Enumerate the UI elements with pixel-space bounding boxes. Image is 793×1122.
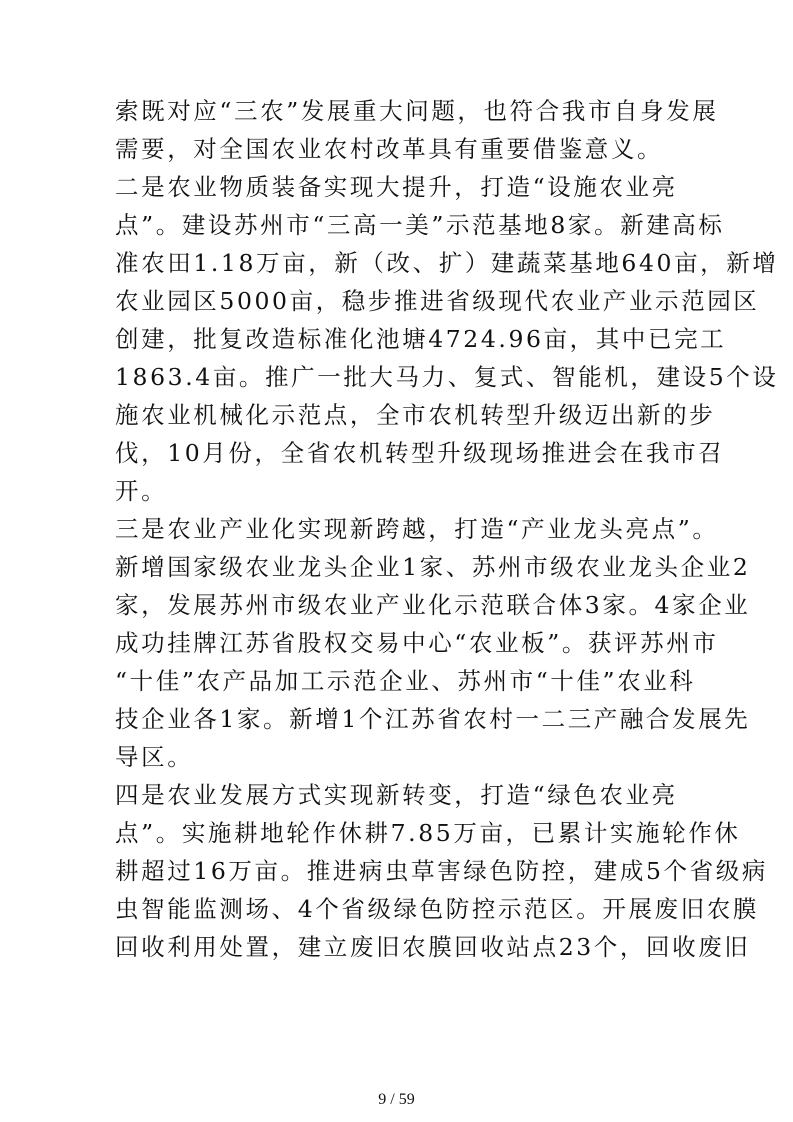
text-line: 伐，10月份，全省农机转型升级现场推进会在我市召 [115, 439, 725, 467]
text-line: 需要，对全国农业农村改革具有重要借鉴意义。 [115, 135, 664, 163]
text-line: 1863.4亩。推广一批大马力、复式、智能机，建设5个设 [115, 363, 779, 391]
text-line: 创建，批复改造标准化池塘4724.96亩，其中已完工 [115, 325, 727, 353]
text-line: 技企业各1家。新增1个江苏省农村一二三产融合发展先 [115, 705, 751, 733]
body-text [115, 92, 779, 966]
text-line: 新增国家级农业龙头企业1家、苏州市级农业龙头企业2 [115, 553, 751, 581]
text-line: 回收利用处置，建立废旧农膜回收站点23个，回收废旧 [115, 933, 751, 961]
text-line: 二是农业物质装备实现大提升，打造“设施农业亮 [115, 173, 678, 201]
text-line: 农业园区5000亩，稳步推进省级现代农业产业示范园区 [115, 287, 760, 315]
text-line: “十佳”农产品加工示范企业、苏州市“十佳”农业科 [115, 667, 696, 695]
text-line: 导区。 [115, 743, 194, 771]
text-line: 准农田1.18万亩，新（改、扩）建蔬菜基地640亩，新增 [115, 249, 779, 277]
text-line: 点”。实施耕地轮作休耕7.85万亩，已累计实施轮作休 [115, 819, 741, 847]
text-line: 点”。建设苏州市“三高一美”示范基地8家。新建高标 [115, 211, 725, 239]
page-number: 9 / 59 [378, 1091, 415, 1108]
text-line: 施农业机械化示范点，全市农机转型升级迈出新的步 [115, 401, 716, 429]
text-line: 开。 [115, 477, 168, 505]
text-line: 成功挂牌江苏省股权交易中心“农业板”。获评苏州市 [115, 629, 719, 657]
text-line: 四是农业发展方式实现新转变，打造“绿色农业亮 [115, 781, 678, 809]
text-line: 家，发展苏州市级农业产业化示范联合体3家。4家企业 [115, 591, 751, 619]
text-line: 索既对应“三农”发展重大问题，也符合我市自身发展 [115, 97, 719, 125]
text-line: 三是农业产业化实现新跨越，打造“产业龙头亮点”。 [115, 515, 719, 543]
text-line: 虫智能监测场、4个省级绿色防控示范区。开展废旧农膜 [115, 895, 759, 923]
text-line: 耕超过16万亩。推进病虫草害绿色防控，建成5个省级病 [115, 857, 768, 885]
